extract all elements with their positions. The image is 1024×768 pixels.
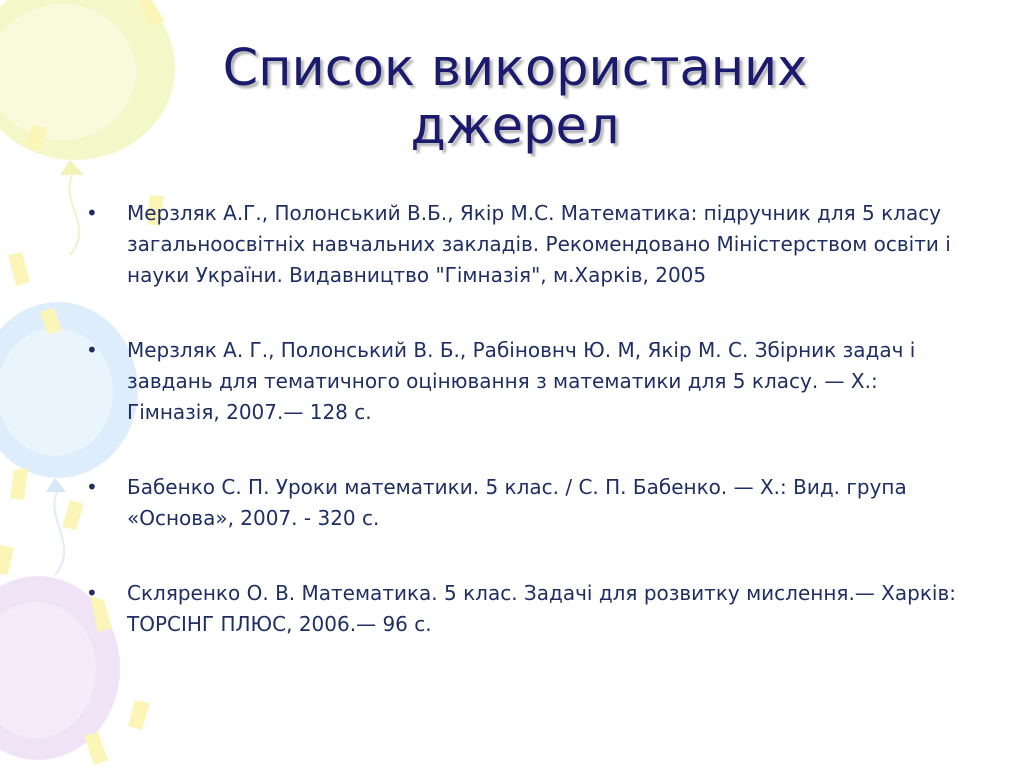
bullet: • (86, 581, 98, 605)
bullet: • (86, 475, 98, 499)
bullet: • (86, 338, 98, 362)
bullet: • (86, 201, 98, 225)
reference-text: Мерзляк А.Г., Полонський В.Б., Якір М.С. Математика: підручник для 5 класу загальноосвітніх навчальних закладів. Рекомендовано Міністерством освіти і науки України. Видавництво "Гімназія", м.Харків, 2005 (127, 201, 951, 287)
reference-text: Бабенко С. П. Уроки математики. 5 клас. / С. П. Бабенко. — X.: Вид. група «Основа», 2007. - 320 с. (127, 475, 907, 530)
reference-text: Скляренко О. В. Математика. 5 клас. Задачі для розвитку мислення.— Харків: ТОРСІНГ ПЛЮС, 2006.— 96 с. (127, 581, 956, 636)
slide-title: Список використаних джерел (222, 39, 808, 156)
reference-list (86, 198, 956, 684)
reference-text: Мерзляк А. Г., Полонський В. Б., Рабіновнч Ю. М, Якір М. С. Збірник задач і завдань для тематичного оцінювання з математики для 5 класу. — X.: Гімназія, 2007.— 128 с. (127, 338, 916, 424)
reference-item (86, 472, 956, 534)
reference-item (86, 198, 956, 291)
reference-item (86, 578, 956, 640)
reference-item (86, 335, 956, 428)
